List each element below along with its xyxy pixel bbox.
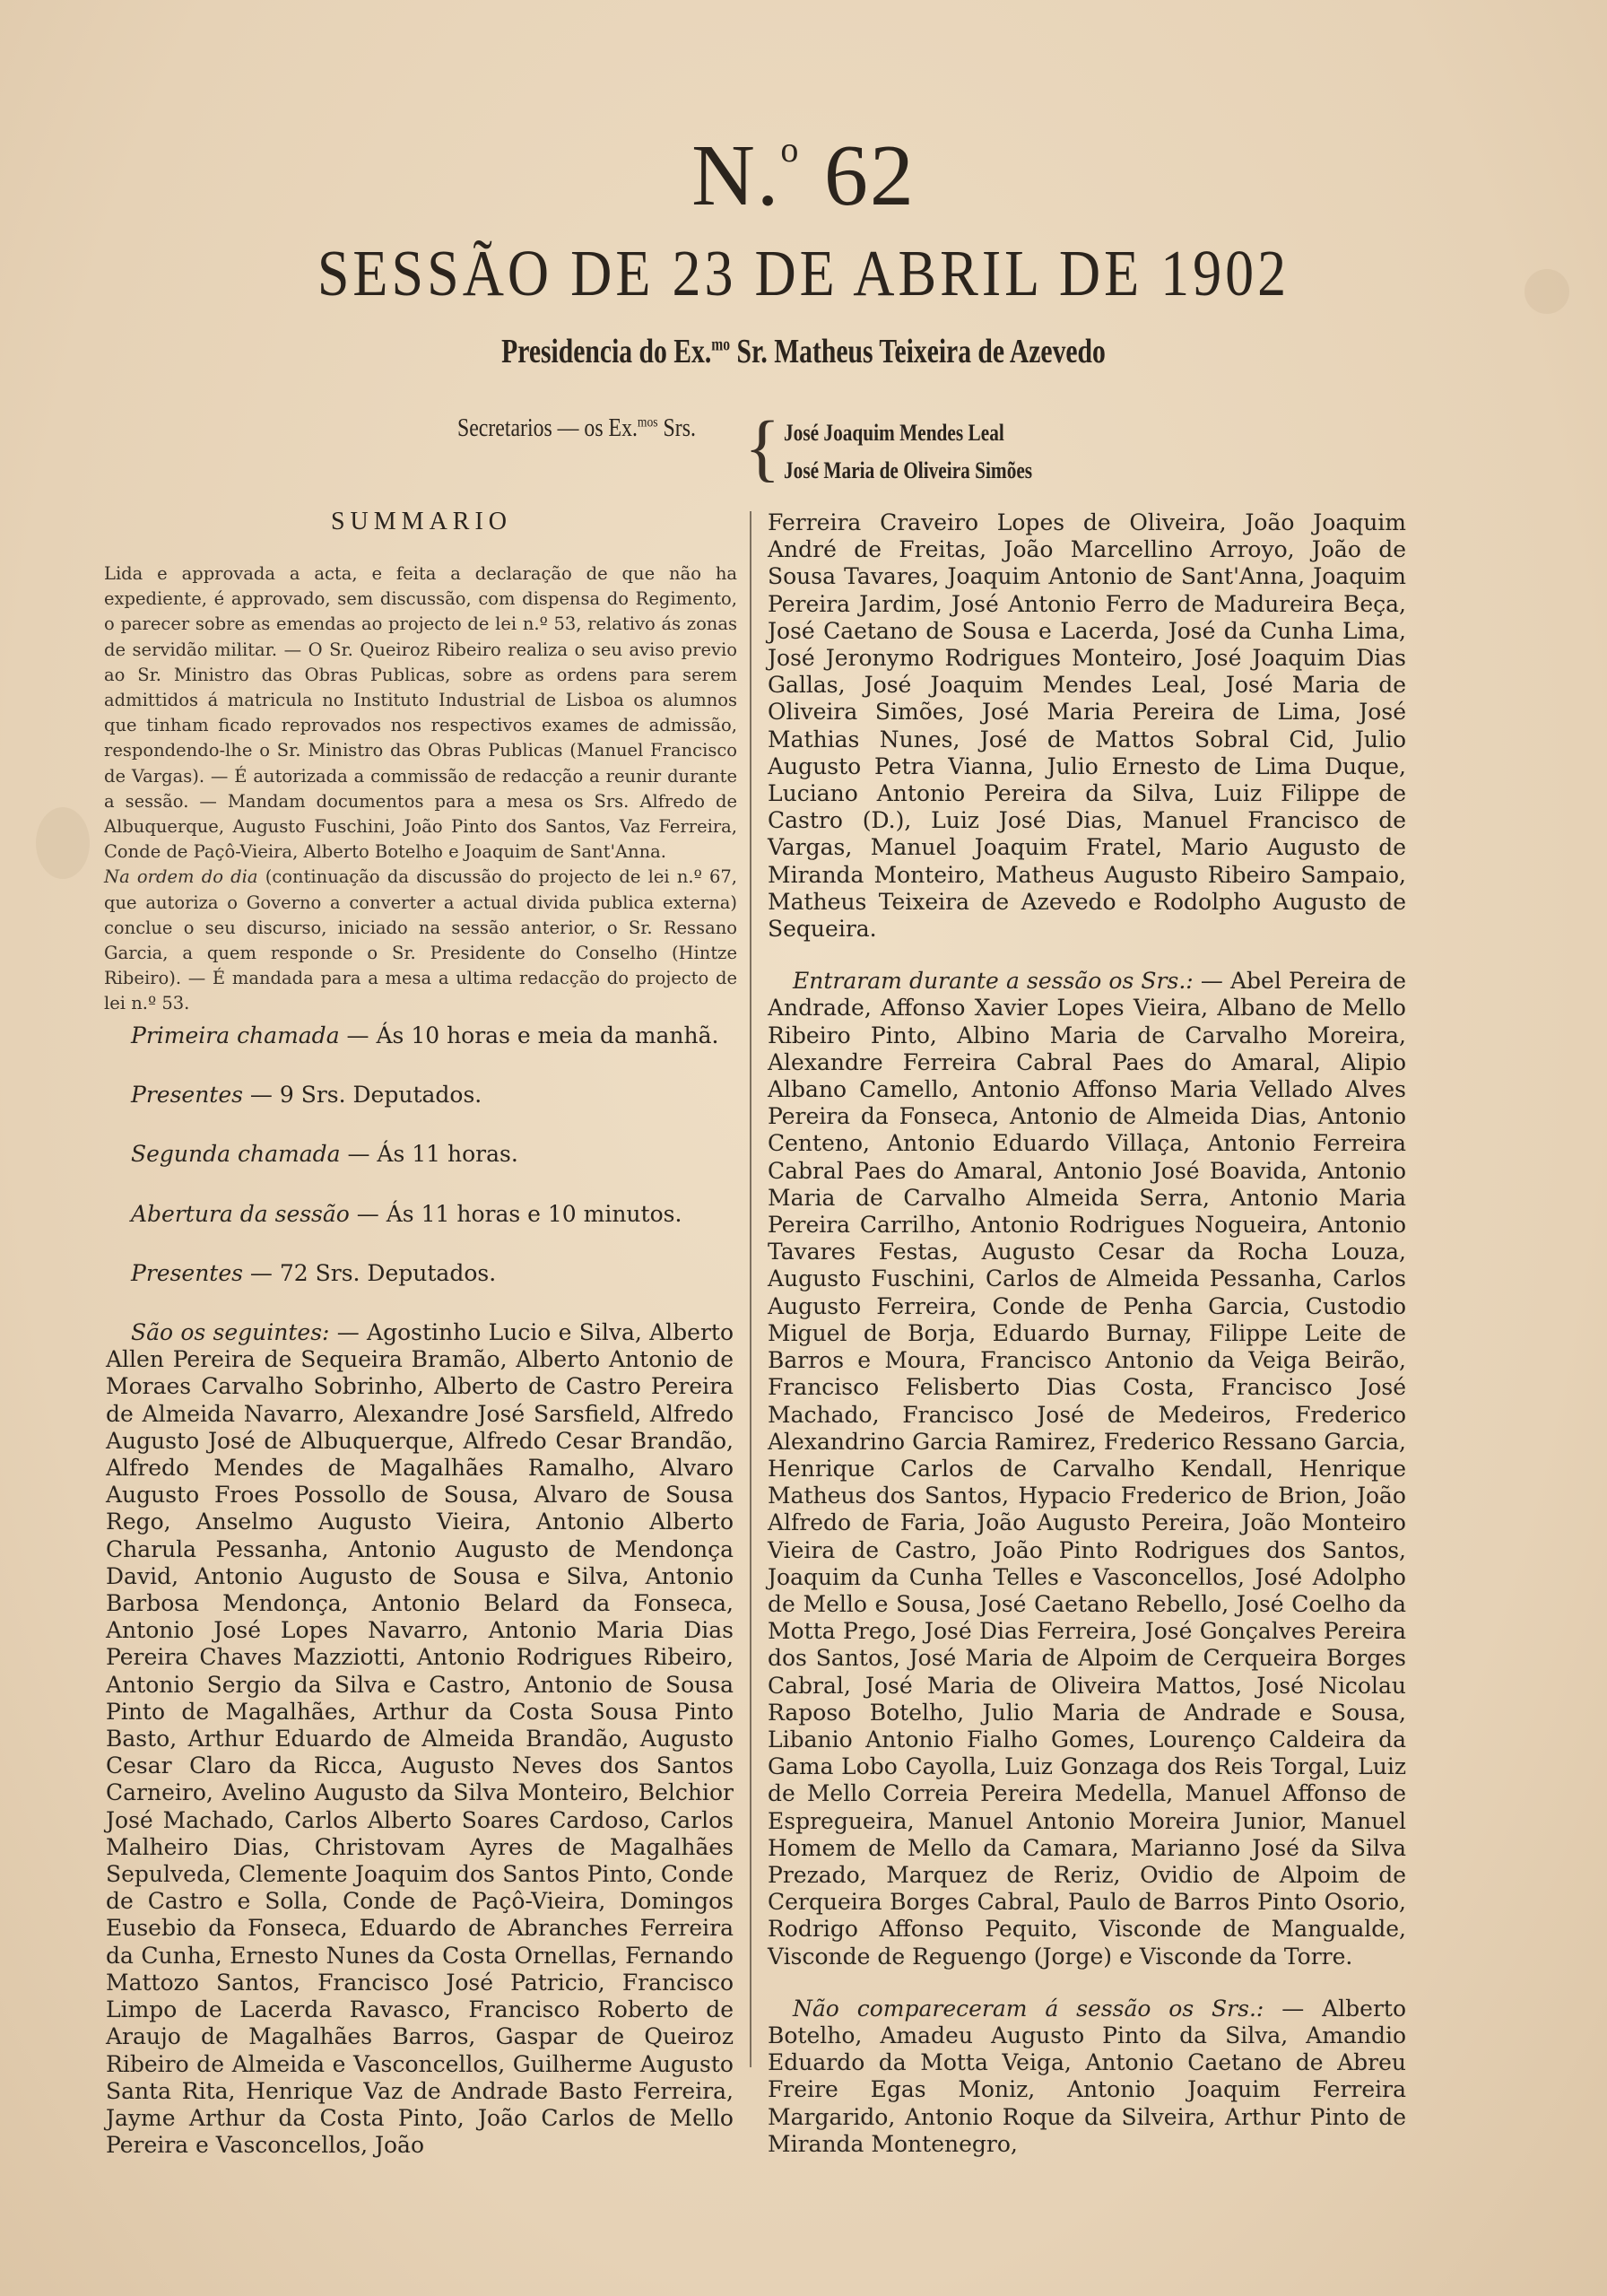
- entered-deputies-list: Entraram durante a sessão os Srs.: — Abel Pereira de Andrade, Affonso Xavier Lopes Vieira, Albano de Mello Ribeiro Pinto, Albino Maria de Carvalho Moreira, Alexandre Ferreira Cabral Paes do Amaral, Alipio Albano Camello, Antonio Affonso Maria Vellado Alves Pereira da Fonseca, Antonio de Almeida Dias, Antonio Centeno, Antonio Eduardo Villaça, Antonio Ferreira Cabral Paes do Amaral, Antonio José Boavida, Antonio Maria de Carvalho Almeida Serra, Antonio Maria Pereira Carrilho, Antonio Rodrigues Nogueira, Antonio Tavares Festas, Augusto Cesar da Rocha Louza, Augusto Fuschini, Carlos de Almeida Pessanha, Carlos Augusto Ferreira, Conde de Penha Garcia, Custodio Miguel de Borja, Eduardo Burnay, Filippe Leite de Barros e Moura, Francisco Antonio da Veiga Beirão, Francisco Felisberto Dias Costa, Francisco José Machado, Francisco José de Medeiros, Frederico Alexandrino Garcia Ramirez, Frederico Ressano Garcia, Henrique Carlos de Carvalho Kendall, Henrique Matheus dos Santos, Hypacio Frederico de Brion, João Alfredo de Faria, João Augusto Pereira, João Monteiro Vieira de Castro, João Pinto Rodrigues dos Santos, Joaquim da Cunha Telles e Vasconcellos, José Adolpho de Mello e Sousa, José Caetano Rebello, José Coelho da Motta Prego, José Dias Ferreira, José Gonçalves Pereira dos Santos, José Maria de Alpoim de Cerqueira Borges Cabral, José Maria de Oliveira Mattos, José Nicolau Raposo Botelho, Julio Maria de Andrade e Sousa, Libanio Antonio Fialho Gomes, Lourenço Caldeira da Gama Lobo Cayolla, Luiz Gonzaga dos Reis Torgal, Luiz de Mello Correia Pereira Medella, Manuel Affonso de Espregueira, Manuel Antonio Moreira Junior, Manuel Homem de Mello da Camara, Marianno José da Silva Prezado, Marquez de Reriz, Ovidio de Alpoim de Cerqueira Borges Cabral, Paulo de Barros Pinto Osorio, Rodrigo Affonso Pequito, Visconde de Mangualde, Visconde de Reguengo (Jorge) e Visconde da Torre.: [768, 968, 1406, 1970]
- secretaries-label: Secretarios — os Ex.$^{mos}$ Srs.: [457, 414, 696, 442]
- roll-call-line: Primeira chamada — Ás 10 horas e meia da manhã.: [131, 1022, 719, 1048]
- paper-stain: [36, 807, 90, 879]
- secretary-name: José Maria de Oliveira Simões: [784, 457, 1033, 483]
- brace-icon: {: [744, 406, 781, 490]
- present-deputies-continued: Ferreira Craveiro Lopes de Oliveira, João Joaquim André de Freitas, João Marcellino Arroyo, João de Sousa Tavares, Joaquim Antonio de Sant'Anna, Joaquim Pereira Jardim, José Antonio Ferro de Madureira Beça, José Caetano de Sousa e Lacerda, José da Cunha Lima, José Jeronymo Rodrigues Monteiro, José Joaquim Dias Gallas, José Joaquim Mendes Leal, José Maria de Oliveira Simões, José Maria Pereira de Lima, José Mathias Nunes, José de Mattos Sobral Cid, Julio Augusto Petra Vianna, Julio Ernesto de Lima Duque, Luciano Antonio Pereira da Silva, Luiz Filippe de Castro (D.), Luiz José Dias, Manuel Francisco de Vargas, Manuel Joaquim Fratel, Mario Augusto de Miranda Monteiro, Matheus Augusto Ribeiro Sampaio, Matheus Teixeira de Azevedo e Rodolpho Augusto de Sequeira.: [768, 509, 1406, 943]
- left-column: [106, 1022, 734, 2184]
- roll-call-line: Presentes — 72 Srs. Deputados.: [131, 1259, 497, 1286]
- summary-text: [104, 561, 737, 1017]
- roll-call-line: Presentes — 9 Srs. Deputados.: [131, 1082, 482, 1109]
- secretaries-names: [784, 414, 1032, 490]
- roll-call-line: Segunda chamada — Ás 11 horas.: [131, 1141, 518, 1168]
- summary-paragraph: Na ordem do dia (continuação da discussão do projecto de lei n.º 67, que autoriza o Governo a converter a actual divida publica externa) conclue o seu discurso, iniciado na sessão anterior, o Sr. Ressano Garcia, a quem responde o Sr. Presidente do Conselho (Hintze Ribeiro). — É mandada para a mesa a ultima redacção do projecto de lei n.º 53.: [104, 866, 737, 1014]
- issue-number: N.$^o$ 62: [691, 127, 916, 224]
- roll-call-line: Abertura da sessão — Ás 11 horas e 10 minutos.: [131, 1200, 682, 1227]
- right-column: [768, 509, 1406, 2183]
- absent-deputies-list: Não compareceram á sessão os Srs.: — Alberto Botelho, Amadeu Augusto Pinto da Silva, Amandio Eduardo da Motta Veiga, Antonio Caetano de Abreu Freire Egas Moniz, Antonio Joaquim Ferreira Margarido, Antonio Roque da Silveira, Arthur Pinto de Miranda Montenegro,: [768, 1995, 1406, 2157]
- summary-heading: SUMMARIO: [330, 508, 513, 535]
- secretary-name: José Joaquim Mendes Leal: [784, 420, 1004, 446]
- present-deputies-list: São os seguintes: — Agostinho Lucio e Silva, Alberto Allen Pereira de Sequeira Bramão, Alberto Antonio de Moraes Carvalho Sobrinho, Alberto de Castro Pereira de Almeida Navarro, Alexandre José Sarsfield, Alfredo Augusto José de Albuquerque, Alfredo Cesar Brandão, Alfredo Mendes de Magalhães Ramalho, Alvaro Augusto Froes Possollo de Sousa, Alvaro de Sousa Rego, Anselmo Augusto Vieira, Antonio Alberto Charula Pessanha, Antonio Augusto de Mendonça David, Antonio Augusto de Sousa e Silva, Antonio Barbosa Mendonça, Antonio Belard da Fonseca, Antonio José Lopes Navarro, Antonio Maria Dias Pereira Chaves Mazziotti, Antonio Rodrigues Ribeiro, Antonio Sergio da Silva e Castro, Antonio de Sousa Pinto de Magalhães, Arthur da Costa Sousa Pinto Basto, Arthur Eduardo de Almeida Brandão, Augusto Cesar Claro da Ricca, Augusto Neves dos Santos Carneiro, Avelino Augusto da Silva Monteiro, Belchior José Machado, Carlos Alberto Soares Cardoso, Carlos Malheiro Dias, Christovam Ayres de Magalhães Sepulveda, Clemente Joaquim dos Santos Pinto, Conde de Castro e Solla, Conde de Paçô-Vieira, Domingos Eusebio da Fonseca, Eduardo de Abranches Ferreira da Cunha, Ernesto Nunes da Costa Ornellas, Fernando Mattozo Santos, Francisco José Patricio, Francisco Limpo de Lacerda Ravasco, Francisco Roberto de Araujo de Magalhães Barros, Gaspar de Queiroz Ribeiro de Almeida e Vasconcellos, Guilherme Augusto Santa Rita, Henrique Vaz de Andrade Basto Ferreira, Jayme Arthur da Costa Pinto, João Carlos de Mello Pereira e Vasconcellos, João: [106, 1319, 734, 2159]
- summary-paragraph: Lida e approvada a acta, e feita a declaração de que não ha expediente, é approvado, sem discussão, com dispensa do Regimento, o parecer sobre as emendas ao projecto de lei n.º 53, relativo ás zonas de servidão militar. — O Sr. Queiroz Ribeiro realiza o seu aviso previo ao Sr. Ministro das Obras Publicas, sobre as ordens para serem admittidos á matricula no Instituto Industrial de Lisboa os alumnos que tinham ficado reprovados nos respectivos exames de admissão, respondendo-lhe o Sr. Ministro das Obras Publicas (Manuel Francisco de Vargas). — É autorizada a commissão de redacção a reunir durante a sessão. — Mandam documentos para a mesa os Srs. Alfredo de Albuquerque, Augusto Fuschini, João Pinto dos Santos, Vaz Ferreira, Conde de Paçô-Vieira, Alberto Botelho e Joaquim de Sant'Anna.: [104, 563, 737, 863]
- presidency-line: Presidencia do Ex.$^{mo}$ Sr. Matheus Teixeira de Azevedo: [501, 333, 1106, 370]
- session-title: SESSÃO DE 23 DE ABRIL DE 1902: [317, 236, 1290, 310]
- column-divider: [750, 511, 751, 2067]
